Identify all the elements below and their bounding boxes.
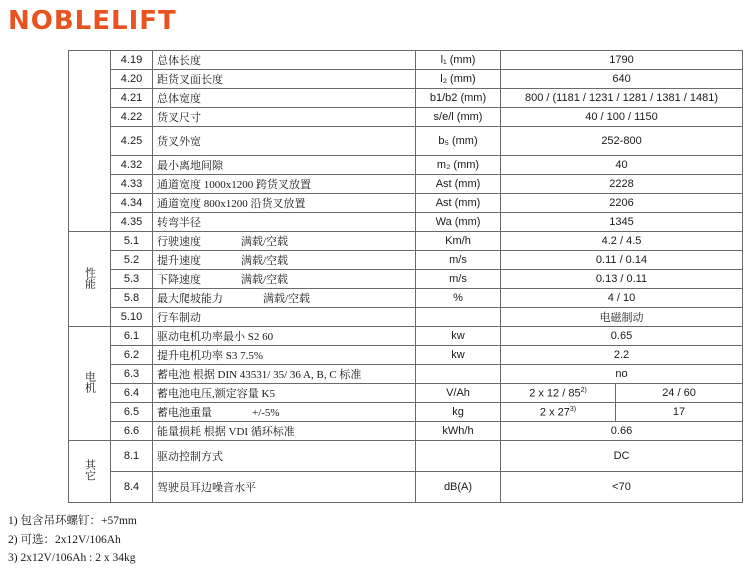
row-unit: kWh/h: [416, 422, 501, 441]
table-row: [69, 472, 743, 503]
description-text: 货叉尺寸: [157, 112, 201, 124]
row-number: 4.21: [111, 89, 153, 108]
row-unit: kw: [416, 346, 501, 365]
row-unit: V/Ah: [416, 384, 501, 403]
table-row: [69, 327, 743, 346]
row-number: 4.22: [111, 108, 153, 127]
footnote-2: 2) 可选：2x12V/106Ah: [8, 533, 121, 546]
row-value: 0.66: [501, 422, 743, 441]
table-row: [69, 308, 743, 327]
row-value: 1345: [501, 213, 743, 232]
row-value: 0.11 / 0.14: [501, 251, 743, 270]
description-text: 通道宽度 1000x1200 跨货叉放置: [157, 179, 311, 191]
table-row: [69, 70, 743, 89]
row-number: 5.10: [111, 308, 153, 327]
description-text: 总体长度: [157, 55, 201, 67]
row-description: [153, 127, 416, 156]
row-unit: dB(A): [416, 472, 501, 503]
row-value: 40: [501, 156, 743, 175]
footnotes: [8, 512, 137, 568]
table-row: [69, 289, 743, 308]
table-row: [69, 251, 743, 270]
row-unit: b₅ (mm): [416, 127, 501, 156]
category-performance: [69, 232, 111, 327]
row-description: [153, 194, 416, 213]
description-text: 驱动电机功率最小 S2 60: [157, 331, 274, 343]
description-text: 货叉外宽: [157, 136, 201, 148]
row-number: 4.19: [111, 51, 153, 70]
row-description: [153, 472, 416, 503]
table-row: [69, 108, 743, 127]
row-unit: Ast (mm): [416, 175, 501, 194]
row-value: 电磁制动: [501, 308, 743, 327]
row-value: <70: [501, 472, 743, 503]
category-label: 其它: [83, 459, 97, 481]
row-value-alt: 17: [616, 403, 743, 422]
row-value: 2.2: [501, 346, 743, 365]
row-value: 640: [501, 70, 743, 89]
row-description: [153, 289, 416, 308]
row-value: 2228: [501, 175, 743, 194]
table-row: [69, 365, 743, 384]
value-text: 2 x 12 / 85: [529, 387, 581, 400]
description-text: 行车制动: [157, 312, 201, 324]
row-number: 8.1: [111, 441, 153, 472]
row-value: [501, 384, 616, 403]
table-row: [69, 213, 743, 232]
row-number: 6.3: [111, 365, 153, 384]
row-value: 800 / (1181 / 1231 / 1281 / 1381 / 1481): [501, 89, 743, 108]
row-description: [153, 175, 416, 194]
table-row: [69, 441, 743, 472]
description-text: 下降速度: [157, 274, 201, 286]
row-description: [153, 327, 416, 346]
row-description: [153, 422, 416, 441]
row-unit: kg: [416, 403, 501, 422]
row-value: 40 / 100 / 1150: [501, 108, 743, 127]
row-unit: [416, 308, 501, 327]
value-footnote-ref: 2): [580, 386, 587, 394]
row-value: 1790: [501, 51, 743, 70]
row-unit: b1/b2 (mm): [416, 89, 501, 108]
row-number: 6.5: [111, 403, 153, 422]
row-description: [153, 89, 416, 108]
description-text: 蓄电池电压,额定容量 K5: [157, 388, 275, 400]
row-description: [153, 70, 416, 89]
row-description: [153, 51, 416, 70]
row-unit: m/s: [416, 270, 501, 289]
row-value: 4 / 10: [501, 289, 743, 308]
category-label: 性能: [83, 266, 97, 289]
row-unit: [416, 365, 501, 384]
category-other: [69, 441, 111, 503]
row-unit: l₁ (mm): [416, 51, 501, 70]
row-value-alt: 24 / 60: [616, 384, 743, 403]
category-motor: [69, 327, 111, 441]
row-number: 5.3: [111, 270, 153, 289]
table-row: [69, 232, 743, 251]
description-text: 转弯半径: [157, 217, 201, 229]
table-row: [69, 156, 743, 175]
category-label: 电机: [83, 371, 97, 393]
table-row: [69, 175, 743, 194]
row-unit: l₂ (mm): [416, 70, 501, 89]
table-row: [69, 422, 743, 441]
row-description: [153, 251, 416, 270]
description-text: 驱动控制方式: [157, 451, 223, 463]
value-footnote-ref: 3): [569, 405, 577, 413]
footnote-1: 1) 包含吊环螺钉：+57mm: [8, 515, 137, 527]
row-value: 0.65: [501, 327, 743, 346]
row-unit: s/e/l (mm): [416, 108, 501, 127]
row-unit: m/s: [416, 251, 501, 270]
row-value: DC: [501, 441, 743, 472]
row-number: 8.4: [111, 472, 153, 503]
row-value: [501, 403, 616, 422]
noblelift-logo: NOBLELIFT: [8, 6, 177, 36]
row-value: no: [501, 365, 743, 384]
description-condition: 满载/空载: [263, 293, 311, 305]
row-number: 4.33: [111, 175, 153, 194]
row-description: [153, 270, 416, 289]
description-text: 能量损耗 根据 VDI 循环标准: [157, 426, 295, 438]
description-text: 最大爬坡能力: [157, 293, 223, 305]
row-number: 5.2: [111, 251, 153, 270]
row-value: 4.2 / 4.5: [501, 232, 743, 251]
description-text: 距货叉面长度: [157, 74, 223, 86]
row-number: 5.8: [111, 289, 153, 308]
row-number: 6.1: [111, 327, 153, 346]
description-condition: 满载/空载: [241, 255, 289, 267]
row-description: [153, 213, 416, 232]
table-row: [69, 127, 743, 156]
value-text: 2 x 27: [539, 406, 570, 419]
row-description: [153, 156, 416, 175]
description-text: 蓄电池重量: [157, 407, 212, 419]
description-condition: +/-5%: [252, 407, 280, 419]
table-row: [69, 270, 743, 289]
row-value: 0.13 / 0.11: [501, 270, 743, 289]
row-number: 4.25: [111, 127, 153, 156]
description-text: 驾驶员耳边噪音水平: [157, 482, 256, 494]
row-unit: Wa (mm): [416, 213, 501, 232]
row-description: [153, 108, 416, 127]
row-value: 252-800: [501, 127, 743, 156]
row-description: [153, 346, 416, 365]
description-text: 最小离地间隙: [157, 160, 223, 172]
row-number: 4.20: [111, 70, 153, 89]
row-unit: kw: [416, 327, 501, 346]
row-number: 6.2: [111, 346, 153, 365]
table-row: [69, 403, 743, 422]
row-description: [153, 403, 416, 422]
description-text: 提升电机功率 S3 7.5%: [157, 350, 264, 362]
description-text: 提升速度: [157, 255, 201, 267]
description-text: 总体宽度: [157, 93, 201, 105]
row-number: 4.35: [111, 213, 153, 232]
description-text: 行驶速度: [157, 236, 201, 248]
table-row: [69, 89, 743, 108]
row-number: 6.6: [111, 422, 153, 441]
row-description: [153, 441, 416, 472]
description-text: 通道宽度 800x1200 沿货叉放置: [157, 198, 306, 210]
row-description: [153, 384, 416, 403]
row-unit: [416, 441, 501, 472]
row-unit: Ast (mm): [416, 194, 501, 213]
footnote-3: 3) 2x12V/106Ah : 2 x 34kg: [8, 552, 136, 564]
description-text: 蓄电池 根据 DIN 43531/ 35/ 36 A, B, C 标准: [157, 369, 362, 381]
row-number: 4.34: [111, 194, 153, 213]
row-unit: %: [416, 289, 501, 308]
row-value: 2206: [501, 194, 743, 213]
row-unit: Km/h: [416, 232, 501, 251]
description-condition: 满载/空载: [241, 236, 289, 248]
table-row: [69, 51, 743, 70]
row-unit: m₂ (mm): [416, 156, 501, 175]
table-row: [69, 194, 743, 213]
row-description: [153, 365, 416, 384]
row-description: [153, 232, 416, 251]
row-number: 5.1: [111, 232, 153, 251]
row-description: [153, 308, 416, 327]
category-blank: [69, 51, 111, 232]
row-number: 6.4: [111, 384, 153, 403]
table-row: [69, 384, 743, 403]
description-condition: 满载/空载: [241, 274, 289, 286]
table-row: [69, 346, 743, 365]
row-number: 4.32: [111, 156, 153, 175]
spec-table: [68, 50, 743, 503]
